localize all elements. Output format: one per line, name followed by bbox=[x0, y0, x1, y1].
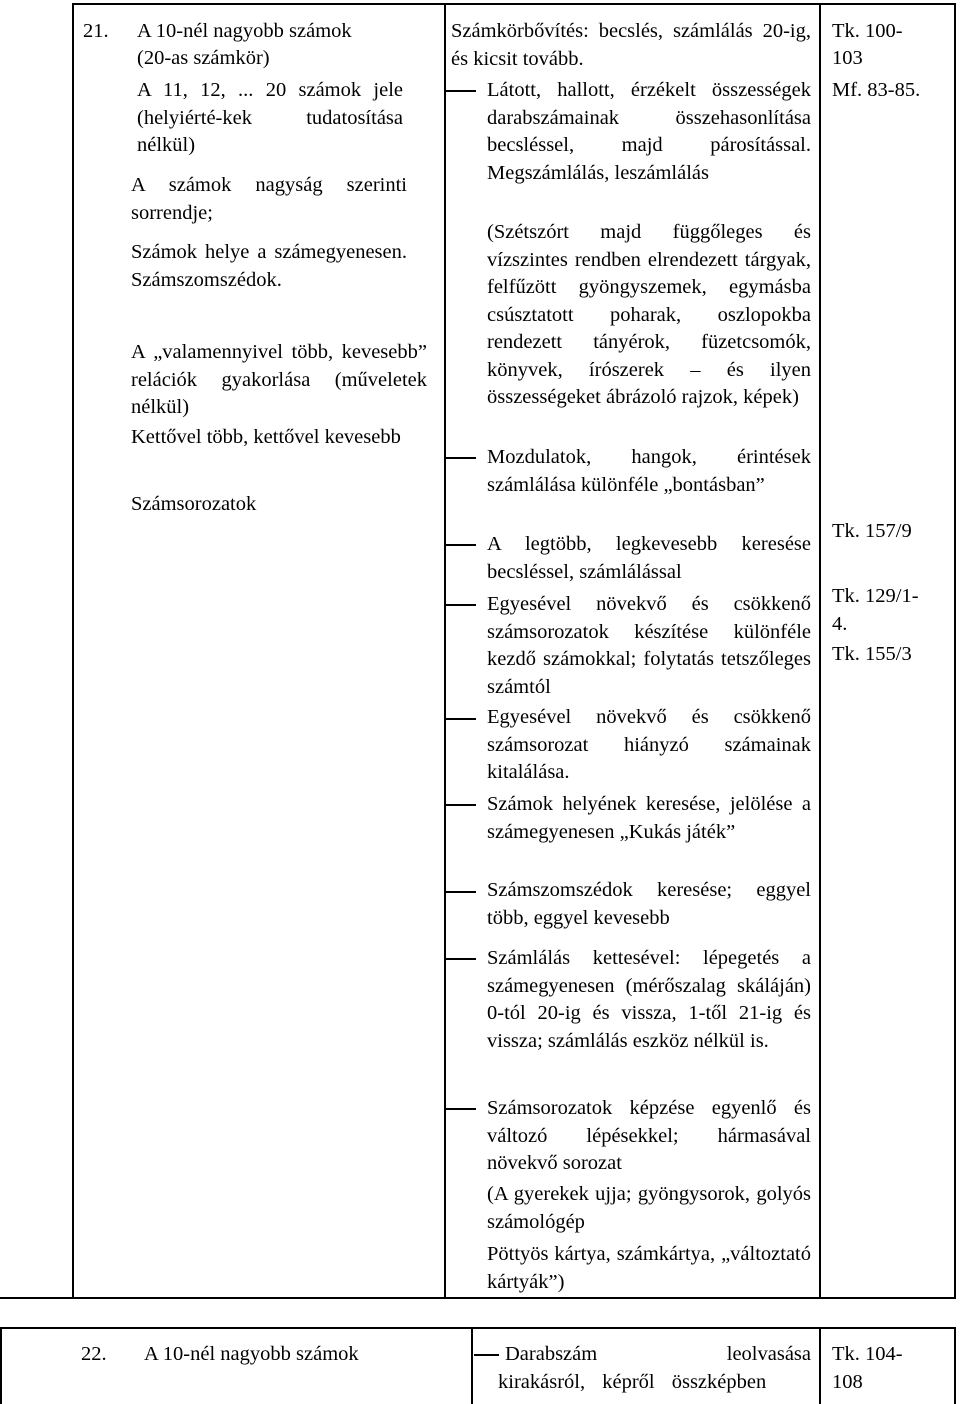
activity-item: Számsorozatok képzése egyenlő és változó lépésekkel; hármasával növekvő sorozat bbox=[487, 1097, 811, 1174]
reference: 108 bbox=[832, 1371, 863, 1393]
reference: 103 bbox=[832, 47, 863, 69]
activity-item: Számlálás kettesével: lépegetés a számegyenesen (mérőszalag skáláján) 0-tól 20-ig és vissza, 1-től 21-ig és vissza; számlálás eszköz nélkül is. bbox=[487, 947, 811, 1052]
dash-bullet bbox=[474, 1354, 499, 1356]
activity-note: (Szétszórt majd függőleges és vízszintes rendben elrendezett tárgyak, felfűzött gyöngyszemek, egymásba csúsztatott poharak, oszlopokba rendezett tányérok, füzetcsomók, könyvek, írószerek – és ilyen összességeket ábrázoló rajzok, képek) bbox=[487, 221, 811, 408]
topic-title: A 10-nél nagyobb számok bbox=[144, 1343, 359, 1365]
reference: Tk. 129/1- bbox=[832, 585, 919, 607]
topic-paragraph: A számok nagyság szerinti sorrendje; bbox=[131, 174, 407, 224]
reference: Mf. 83-85. bbox=[832, 79, 921, 101]
row-number: 22. bbox=[81, 1343, 107, 1365]
activity-note: (A gyerekek ujja; gyöngysorok, golyós számológép bbox=[487, 1183, 811, 1233]
table-border bbox=[0, 1297, 956, 1299]
activity-note: Pöttyös kártya, számkártya, „változtató kártyák”) bbox=[487, 1243, 811, 1293]
table-border bbox=[819, 1327, 821, 1404]
activity-item: Darabszám leolvasása bbox=[505, 1343, 811, 1365]
activity-item: Látott, hallott, érzékelt összességek darabszámainak összehasonlítása becsléssel, majd párosítással. Megszámlálás, leszámlálás bbox=[487, 79, 811, 184]
table-border bbox=[954, 3, 956, 1298]
dash-bullet bbox=[445, 90, 476, 92]
activity-item: Számok helyének keresése, jelölése a számegyenesen „Kukás játék” bbox=[487, 793, 811, 843]
table-border bbox=[0, 1327, 2, 1404]
topic-paragraph: Számsorozatok bbox=[131, 493, 257, 515]
reference: Tk. 155/3 bbox=[832, 643, 912, 665]
dash-bullet bbox=[445, 457, 476, 459]
row-number: 21. bbox=[83, 20, 109, 42]
activity-item: Egyesével növekvő és csökkenő számsorozat hiányzó számainak kitalálása. bbox=[487, 706, 811, 783]
activity-item: Számszomszédok keresése; eggyel több, eggyel kevesebb bbox=[487, 879, 811, 929]
topic-paragraph: Kettővel több, kettővel kevesebb bbox=[131, 426, 401, 448]
activity-item: kirakásról, képről összképben bbox=[498, 1371, 767, 1393]
activity-item: Egyesével növekvő és csökkenő számsorozatok készítése különféle kezdő számokkal; folytatás tetszőleges számtól bbox=[487, 593, 811, 698]
activity-intro: Számkörbővítés: becslés, számlálás 20-ig, és kicsit tovább. bbox=[451, 20, 811, 70]
activity-item: A legtöbb, legkevesebb keresése becsléssel, számlálással bbox=[487, 533, 811, 583]
topic-title: A 10-nél nagyobb számok bbox=[137, 20, 352, 42]
dash-bullet bbox=[445, 1108, 476, 1110]
table-border bbox=[0, 1327, 956, 1329]
table-border bbox=[72, 3, 956, 5]
reference: Tk. 100- bbox=[832, 20, 903, 42]
dash-bullet bbox=[445, 718, 476, 720]
dash-bullet bbox=[445, 804, 476, 806]
reference: Tk. 157/9 bbox=[832, 520, 912, 542]
topic-paragraph: A „valamennyivel több, kevesebb” relációk gyakorlása (műveletek nélkül) bbox=[131, 341, 427, 418]
table-border bbox=[954, 1327, 956, 1404]
reference: 4. bbox=[832, 613, 848, 635]
table-border bbox=[72, 3, 74, 1298]
dash-bullet bbox=[445, 958, 476, 960]
topic-paragraph: Számok helye a számegyenesen. Számszomszédok. bbox=[131, 241, 407, 291]
table-border bbox=[444, 3, 446, 1298]
dash-bullet bbox=[445, 891, 476, 893]
dash-bullet bbox=[445, 544, 476, 546]
dash-bullet bbox=[445, 604, 476, 606]
table-border bbox=[471, 1327, 473, 1404]
reference: Tk. 104- bbox=[832, 1343, 903, 1365]
activity-item: Mozdulatok, hangok, érintések számlálása különféle „bontásban” bbox=[487, 446, 811, 496]
table-border bbox=[819, 3, 821, 1298]
topic-title: (20-as számkör) bbox=[137, 47, 270, 69]
topic-paragraph: A 11, 12, ... 20 számok jele (helyiérté-kek tudatosítása nélkül) bbox=[137, 79, 403, 156]
